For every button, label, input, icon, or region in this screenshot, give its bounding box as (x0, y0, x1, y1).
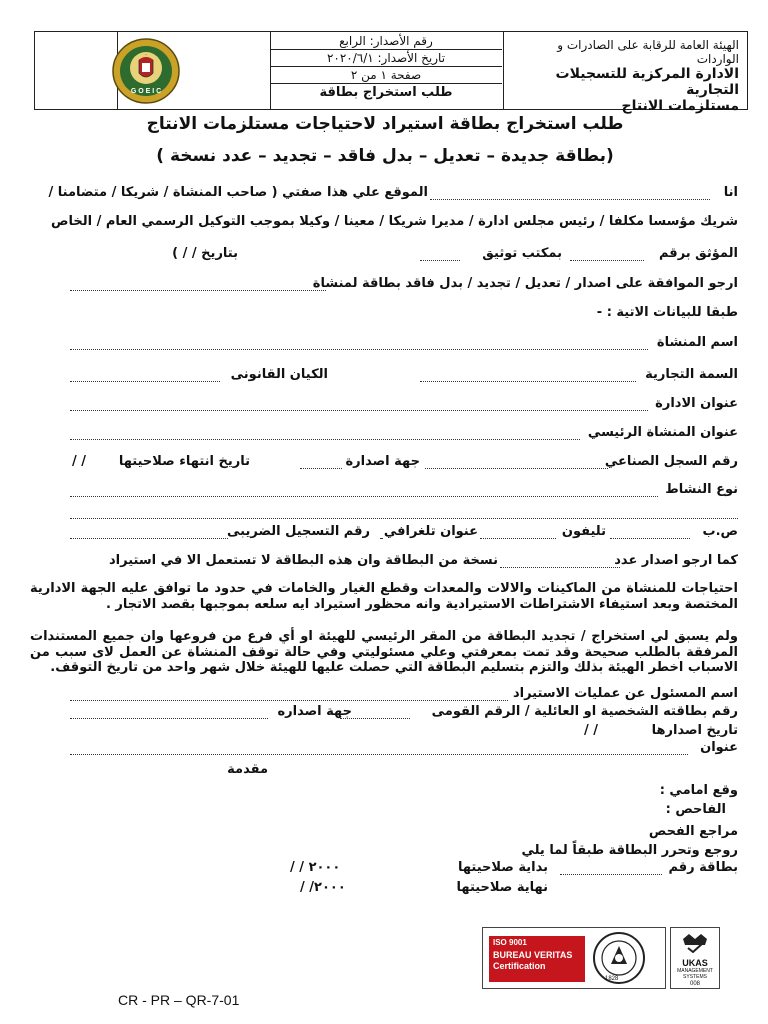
logo-lettering: G O E I C (130, 88, 162, 95)
label-signed-before-me: وقع امامي : (659, 783, 738, 798)
address-field[interactable] (70, 754, 688, 755)
establishment-name-field[interactable] (70, 349, 648, 350)
paragraph-import-needs: احتياجات للمنشاة من الماكينات والالات والمعدات وقطع الغيار والخامات في حدود ما توافق عليه الجهة الادارية المختصة وبعد استيفاء الاشتراطات الاستيرادية وانه محظور استيراد ايه سلعه بموجبها بقصد الاتجار . (30, 581, 738, 612)
activity-type-field[interactable] (70, 496, 658, 497)
label-establishment-name: اسم المنشاة (656, 335, 738, 350)
header-row-line (270, 49, 502, 50)
iso-body: BUREAU VERITAS (493, 950, 573, 960)
card-number-field[interactable] (560, 874, 662, 875)
name-field[interactable] (430, 199, 710, 200)
label-telegraph-address: عنوان تلغرافي (383, 524, 478, 539)
activity-type-field-2[interactable] (70, 518, 738, 519)
validity-start-date: ٢٠٠٠ / / (290, 860, 341, 875)
label-validity-end: نهاية صلاحيتها (456, 880, 548, 895)
main-establishment-address-field[interactable] (70, 439, 580, 440)
org-line-2: الادارة المركزية للتسجيلات التجارية (555, 66, 739, 98)
iso-standard: ISO 9001 (493, 938, 527, 947)
label-industrial-register: رقم السجل الصناعي (604, 454, 738, 469)
label-card-number: بطاقة رقم (668, 860, 738, 875)
telegraph-address-field[interactable] (380, 538, 382, 539)
issuing-authority-field[interactable] (300, 468, 342, 469)
label-id-card-number: رقم بطاقته الشخصية او العائلية / الرقم القومى (431, 704, 738, 719)
paragraph-declaration: ولم يسبق لي استخراج / تجديد البطاقة من المقر الرئيسي للهيئة او أي فرع من فروعها وان جميع المستندات المرفقة بالطلب صحيحة وقد تمت بمعرفتي وعلي مسئوليتي وفي حالة توقف المنشاة عن العمل لاى سبب من الاسباب اخطر الهيئة بذلك والتزم بتسليم البطاقة التي حصلت عليها للهيئة خلال شهر واحد من تاريخ التوقف. (30, 629, 738, 675)
label-submitted-by: مقدمة (227, 762, 268, 777)
label-validity-start: بداية صلاحيتها (457, 860, 548, 875)
ukas-badge (670, 927, 720, 989)
tax-registration-field[interactable] (70, 538, 228, 539)
label-main-establishment-address: عنوان المنشاة الرئيسي (587, 425, 738, 440)
label-per-following-data: طبقا للبيانات الاتية : - (596, 305, 738, 320)
label-id-issue-date: تاريخ اصدارها (651, 723, 738, 738)
issue-number: رقم الأصدار: الرابع (339, 34, 433, 48)
document-type: طلب استخراج بطاقة (319, 85, 453, 100)
page-number: صفحة ١ من ٢ (350, 68, 422, 82)
notarized-number-field[interactable] (570, 260, 644, 261)
label-ana: انا (723, 185, 738, 200)
id-issue-date-slashes: / / (583, 723, 598, 738)
label-management-address: عنوان الادارة (655, 396, 738, 411)
label-phone: تليفون (561, 524, 606, 539)
label-reviewed-issued: روجع وتحرر البطاقة طبقاً لما يلي (521, 843, 738, 858)
crown-tick-icon (680, 931, 710, 953)
label-signatory-capacity: الموقع علي هذا صفتي ( صاحب المنشاة / شريكا / متضامنا / (48, 185, 428, 200)
label-notarized-date: بتاريخ / / ) (172, 246, 238, 261)
label-activity-type: نوع النشاط (665, 482, 738, 497)
expiry-date-slashes: / / (72, 454, 87, 469)
ukas-subtitle: MANAGEMENT SYSTEMS (677, 968, 713, 980)
issue-date: تاريخ الأصدار: ٢٠٢٠/٦/١ (326, 51, 446, 65)
header-divider (503, 32, 504, 109)
iso-certification-badge (482, 927, 666, 989)
org-line-1: الهيئة العامة للرقابة على الصادرات و الواردات (557, 38, 739, 66)
ukas-number: 008 (689, 981, 700, 987)
organization-name (524, 38, 739, 114)
label-capacity-options: شريك مؤسسا مكلفا / رئيس مجلس ادارة / مديرا شريكا / معينا / وكيلا بموجب التوكيل الرسمي العام / الخاص (51, 214, 738, 229)
label-notary-office: بمكتب توثيق (482, 246, 562, 261)
label-id-issuing-authority: جهة اصداره (277, 704, 352, 719)
organization-logo (111, 37, 181, 105)
iso-red-panel (489, 936, 585, 982)
notary-office-field[interactable] (420, 260, 460, 261)
label-issuing-authority: جهة اصدارة (345, 454, 420, 469)
label-request-approval: ارجو الموافقة على اصدار / تعديل / تجديد / بدل فاقد بطاقة لمنشاة (312, 276, 738, 291)
industrial-register-field[interactable] (425, 468, 608, 469)
id-issuing-authority-field[interactable] (70, 718, 268, 719)
label-po-box: ص.ب (702, 524, 738, 539)
form-subtitle: (بطاقة جديدة – تعديل – بدل فاقد – تجديد – عدد نسخة ) (156, 146, 614, 166)
label-legal-entity: الكيان القانونى (230, 367, 328, 382)
form-code: CR - PR – QR-7-01 (118, 992, 240, 1008)
label-copies-count: كما ارجو اصدار عدد (614, 553, 738, 568)
copies-count-field[interactable] (500, 567, 620, 568)
header-row-line (270, 66, 502, 67)
label-examiner: الفاحص : (665, 802, 726, 817)
label-tax-registration: رقم التسجيل الضريبى (227, 524, 370, 539)
label-trade-name: السمة التجارية (645, 367, 738, 382)
form-title: طلب استخراج بطاقة استيراد لاحتياجات مستلزمات الانتاج (146, 114, 624, 134)
iso-cert-label: Certification (493, 961, 546, 971)
label-address: عنوان (700, 740, 738, 755)
phone-field[interactable] (480, 538, 556, 539)
header-row-line (270, 83, 502, 84)
management-address-field[interactable] (70, 410, 648, 411)
label-notarized-number: المؤثق برقم (658, 246, 738, 261)
org-line-3: مستلزمات الانتاج (621, 98, 739, 114)
ukas-label: UKAS (682, 958, 708, 968)
bv-year: 1828 (605, 976, 619, 982)
label-copies-usage: نسخة من البطاقة وان هذه البطاقة لا تستعمل الا في استيراد (109, 553, 498, 568)
label-import-official-name: اسم المسئول عن عمليات الاستيراد (512, 686, 738, 701)
bureau-veritas-seal-icon (591, 931, 647, 985)
po-box-field[interactable] (610, 538, 690, 539)
label-expiry-date: تاريخ انتهاء صلاحيتها (118, 454, 250, 469)
label-exam-reviewer: مراجع الفحص (648, 824, 738, 839)
import-official-name-field[interactable] (70, 700, 508, 701)
validity-end-date: ٢٠٠٠/ / (300, 880, 346, 895)
legal-entity-field[interactable] (70, 381, 220, 382)
trade-name-field[interactable] (420, 381, 636, 382)
establishment-request-field[interactable] (70, 290, 326, 291)
